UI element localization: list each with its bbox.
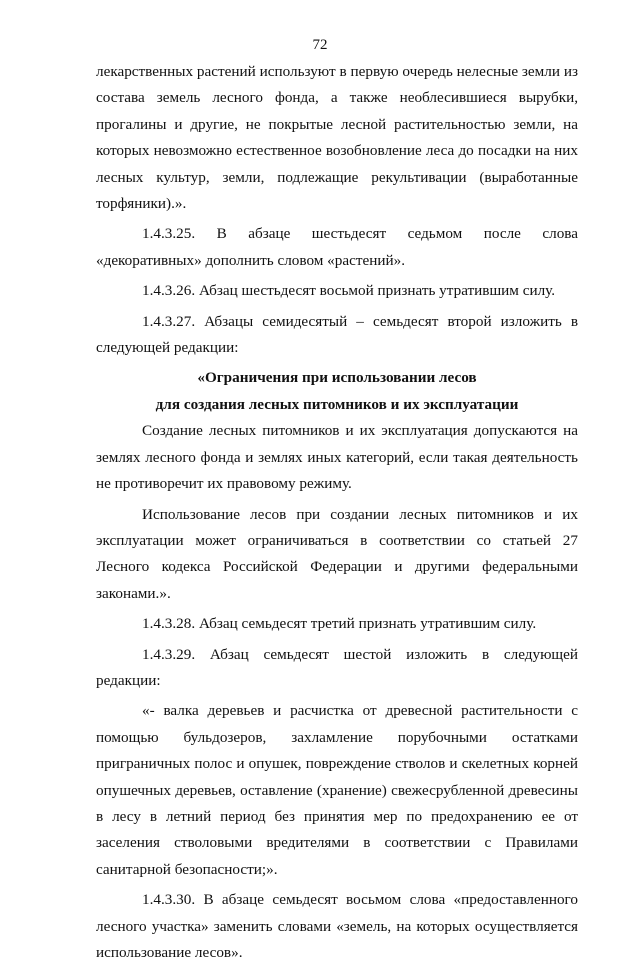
paragraph-continuation: лекарственных растений используют в первую очередь нелесные земли из состава земель лесного фонда, а также необлесившиеся вырубки, прогалины и другие, не покрытые лесной растительностью земли, на которых невозможно естественное возобновление леса до посадки на них лесных культур, земли, подлежащие рекультивации (выработанные торфяники).». xyxy=(96,63,578,213)
paragraph-1-4-3-30: 1.4.3.30. В абзаце семьдесят восьмом слова «предоставленного лесного участка» заменить словами «земель, на которых осуществляется использование лесов». xyxy=(96,891,578,961)
paragraph-1-4-3-29: 1.4.3.29. Абзац семьдесят шестой изложить в следующей редакции: xyxy=(96,645,578,689)
document-body xyxy=(96,59,578,966)
paragraph-1-4-3-28: 1.4.3.28. Абзац семьдесят третий признать утратившим силу. xyxy=(142,615,537,633)
paragraph-new-text-76: «- валка деревьев и расчистка от древесной растительности с помощью бульдозеров, захламление порубочными остатками приграничных полос и опушек, повреждение стволов и скелетных корней опушечных деревьев, оставление (хранение) свежесрубленной древесины в лесу в летний период без принятия мер по предохранению ее от заселения стволовыми вредителями в соответствии с Правилами санитарной безопасности;». xyxy=(96,702,578,878)
paragraph-1-4-3-26: 1.4.3.26. Абзац шестьдесят восьмой признать утратившим силу. xyxy=(142,282,556,300)
paragraph-1-4-3-27: 1.4.3.27. Абзацы семидесятый – семьдесят второй изложить в следующей редакции: xyxy=(96,312,578,357)
section-heading-line-1: «Ограничения при использовании лесов xyxy=(197,369,477,387)
section-heading-line-2: для создания лесных питомников и их эксплуатации xyxy=(155,395,519,413)
paragraph-nurseries-creation: Создание лесных питомников и их эксплуатация допускаются на землях лесного фонда и землях иных категорий, если такая деятельность не противоречит их правовому режиму. xyxy=(96,422,578,493)
paragraph-1-4-3-25: 1.4.3.25. В абзаце шестьдесят седьмом после слова «декоративных» дополнить словом «растений». xyxy=(96,225,578,269)
page-number: 72 xyxy=(312,37,328,53)
paragraph-nurseries-restrictions: Использование лесов при создании лесных питомников и их эксплуатации может ограничиваться в соответствии со статьей 27 Лесного кодекса Российской Федерации и другими федеральными законами.». xyxy=(96,505,578,602)
